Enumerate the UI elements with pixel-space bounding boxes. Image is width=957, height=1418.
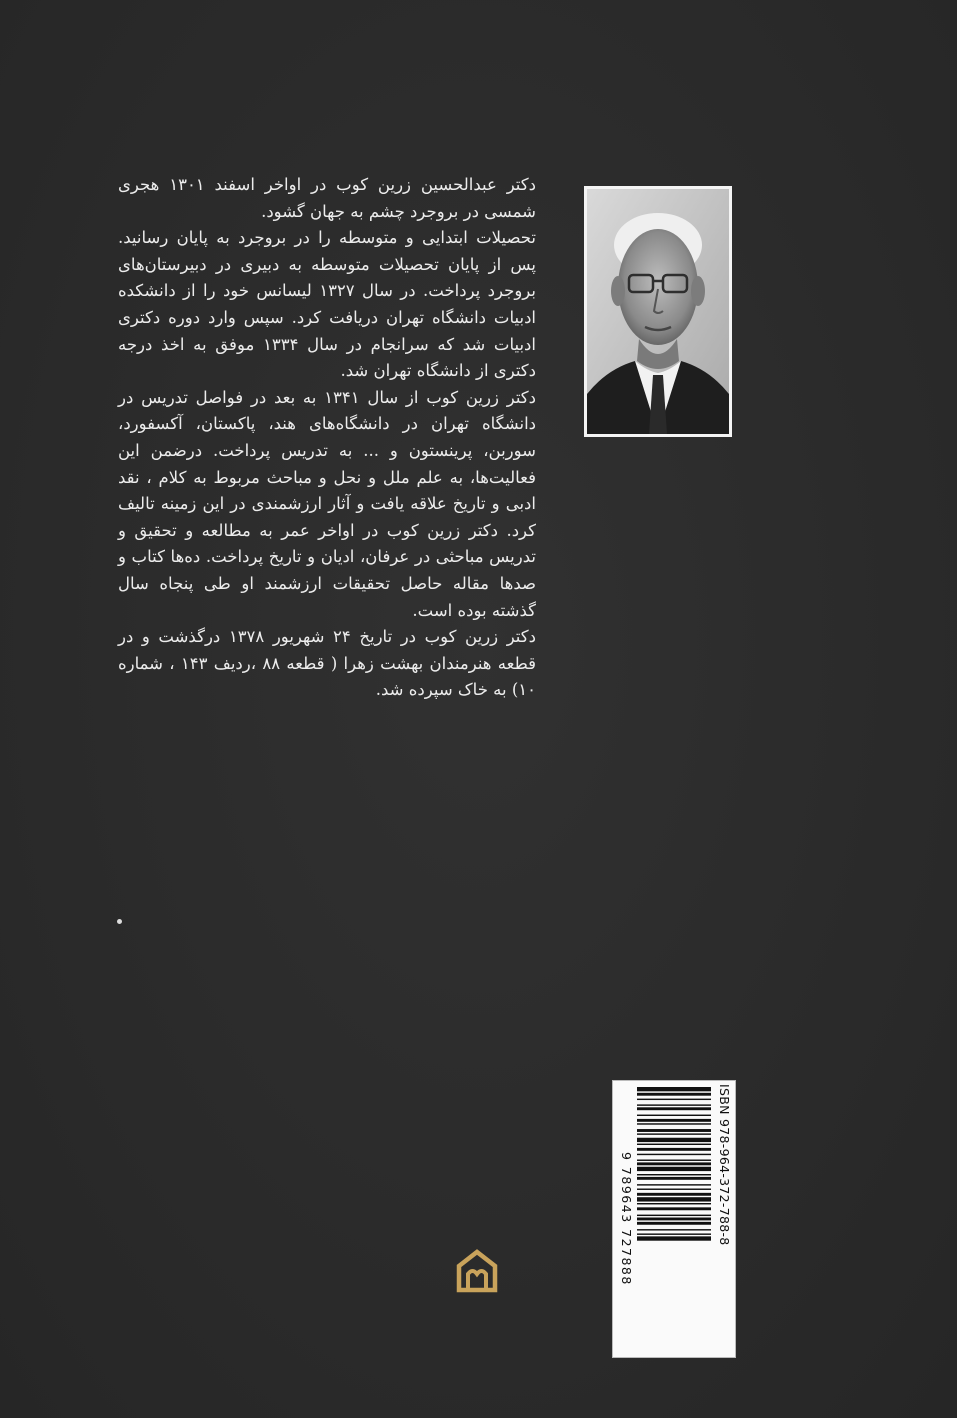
- barcode-bar: [637, 1138, 711, 1142]
- barcode-bar: [637, 1160, 711, 1161]
- barcode-bar: [637, 1129, 711, 1132]
- barcode-bar: [637, 1189, 711, 1190]
- barcode-bar: [637, 1133, 711, 1134]
- barcode-bar: [637, 1203, 711, 1204]
- isbn-number: ISBN 978-964-372-788-8: [717, 1084, 732, 1246]
- decorative-dot: [117, 919, 122, 924]
- barcode-bar: [637, 1167, 711, 1171]
- barcode-bar: [637, 1218, 711, 1221]
- barcode-bar: [637, 1197, 711, 1201]
- author-portrait-icon: [587, 189, 729, 434]
- barcode-bar: [637, 1099, 711, 1100]
- barcode-bar: [637, 1123, 711, 1124]
- bio-paragraph-death: دکتر زرین کوب در تاریخ ۲۴ شهریور ۱۳۷۸ درگذشت و در قطعه هنرمندان بهشت زهرا ( قطعه ۸۸ ،ردیف ۱۴۳ ، شماره ۱۰) به خاک سپرده شد.: [118, 627, 536, 700]
- barcode-bar: [637, 1193, 711, 1196]
- publisher-logo-icon: [453, 1246, 501, 1294]
- author-photo: [584, 186, 732, 437]
- bio-paragraph-education: تحصیلات ابتدایی و متوسطه را در بروجرد به پایان رسانید. پس از پایان تحصیلات متوسطه به دبیری در دبیرستان‌های بروجرد پرداخت. در سال ۱۳۲۷ لیسانس خود را از دانشکده ادبیات دانشگاه تهران دریافت کرد. سپس وارد دوره دکتری ادبیات شد که سرانجام در سال ۱۳۳۴ موفق به اخذ درجه دکتری از دانشگاه تهران شد.: [118, 228, 536, 381]
- author-biography: [118, 172, 536, 704]
- barcode-bar: [637, 1148, 711, 1151]
- barcode-bar: [637, 1174, 711, 1175]
- barcode-bar: [637, 1184, 711, 1185]
- barcode-bar: [637, 1233, 711, 1234]
- barcode-bar: [637, 1162, 711, 1165]
- barcode-bar: [637, 1207, 711, 1210]
- barcode-bar: [637, 1177, 711, 1180]
- barcode-bar: [637, 1104, 711, 1105]
- barcode-bar: [637, 1222, 711, 1225]
- barcode-bar: [637, 1093, 711, 1096]
- barcode-bar: [637, 1236, 711, 1240]
- barcode-bar: [637, 1107, 711, 1110]
- barcode-bar: [637, 1119, 711, 1122]
- barcode-bar: [637, 1229, 711, 1230]
- barcode-bar: [637, 1115, 711, 1116]
- bio-paragraph-birth: دکتر عبدالحسین زرین کوب در اواخر اسفند ۱۳۰۱ هجری شمسی در بروجرد چشم به جهان گشود.: [118, 175, 536, 221]
- barcode-bar: [637, 1144, 711, 1145]
- barcode-digits: 9 789643 727888: [619, 1152, 634, 1286]
- barcode-bar: [637, 1087, 711, 1091]
- barcode-bar: [637, 1154, 711, 1155]
- bio-paragraph-career: دکتر زرین کوب از سال ۱۳۴۱ به بعد در فواصل تدریس در دانشگاه تهران در دانشگاه‌های هند، پاکستان، آکسفورد، سوربن، پرینستون و ... به تدریس پرداخت. درضمن این فعالیت‌ها، به علم ملل و نحل و مباحث مربوط به کلام ، نقد ادبی و تاریخ علاقه یافت و آثار ارزشمندی در این زمینه تالیف کرد. دکتر زرین کوب در اواخر عمر به مطالعه و تحقیق و تدریس مباحثی در عرفان، ادیان و تاریخ پرداخت. ده‌ها کتاب و صدها مقاله حاصل تحقیقات ارزشمند او طی پنجاه سال گذشته بوده است.: [118, 387, 536, 620]
- barcode-bar: [637, 1215, 711, 1216]
